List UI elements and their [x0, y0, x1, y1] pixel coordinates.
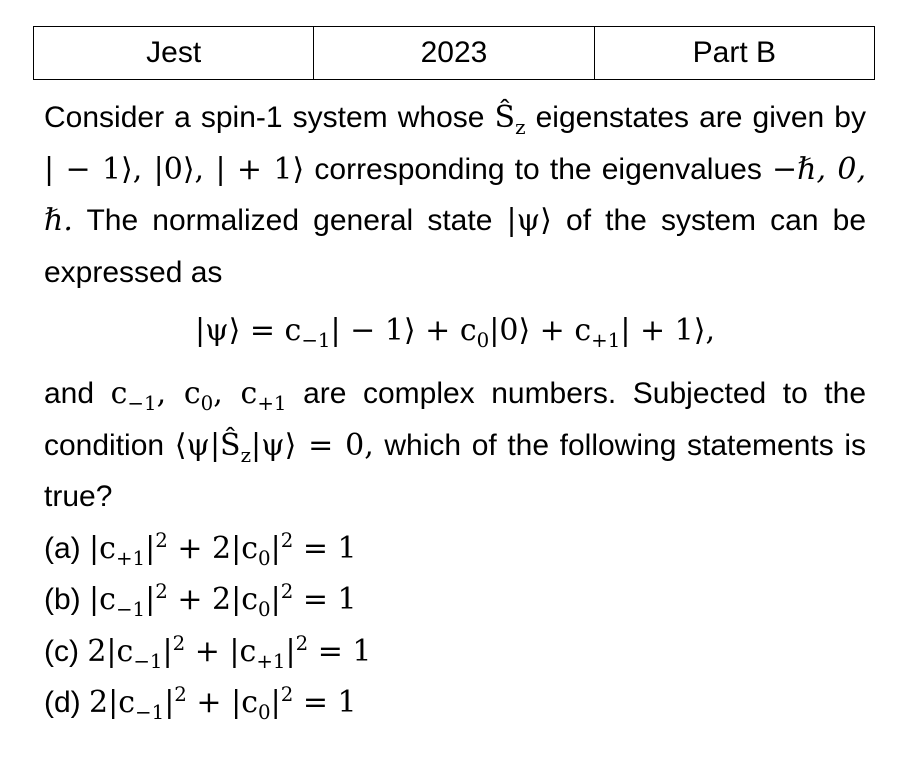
question-paragraph-1: [44, 92, 866, 298]
cond-subscript: z: [240, 443, 252, 467]
sz-symbol: Ŝ: [494, 100, 516, 135]
expr-part: |: [162, 633, 173, 669]
expr-sup: 2: [280, 528, 294, 552]
expr-sup: 2: [280, 580, 294, 603]
question-paragraph-2: [44, 368, 866, 523]
option-c[interactable]: [44, 626, 866, 678]
expr-sup: 2: [295, 631, 309, 655]
option-label: (b): [44, 583, 81, 616]
eq-subscript: −1: [301, 329, 331, 352]
question-text: which of the following statements is true?: [44, 428, 867, 513]
option-label: (d): [44, 686, 81, 719]
option-expression: [87, 631, 372, 673]
coefficients: [110, 376, 287, 415]
eq-subscript: 0: [476, 329, 490, 352]
coef: , c: [156, 376, 201, 411]
cond-part: ⟨ψ|Ŝ: [174, 427, 241, 463]
expr-part: |: [164, 685, 175, 720]
expr-part: |: [270, 530, 281, 566]
expr-part: |: [285, 633, 296, 669]
option-a[interactable]: [44, 523, 866, 575]
expr-sub: 0: [258, 598, 271, 621]
expr-part: + 2|c: [167, 582, 259, 617]
expr-part: |: [145, 582, 156, 617]
expr-sup: 2: [174, 683, 187, 706]
option-expression: [89, 528, 357, 570]
eq-subscript: +1: [591, 329, 621, 352]
expr-sub: −1: [135, 701, 165, 724]
question-text: are complex numbers. Subjected to the condition: [44, 377, 867, 462]
question-content: [44, 92, 866, 729]
header-table: [33, 26, 875, 80]
header-part: Part B: [594, 27, 874, 80]
option-label: (c): [44, 634, 79, 668]
expr-sup: 2: [155, 528, 168, 552]
expr-part: 2|c: [89, 685, 136, 720]
eq-part: | + 1⟩,: [620, 313, 715, 348]
expr-part: = 1: [293, 685, 357, 720]
condition: [174, 427, 374, 467]
coef-subscript: +1: [257, 392, 287, 415]
expr-sub: 0: [258, 701, 271, 724]
expr-part: = 1: [308, 633, 372, 669]
question-text: and: [44, 377, 95, 410]
expr-part: = 1: [293, 582, 357, 617]
expr-part: |c: [89, 530, 116, 566]
eigenvalues: −ℏ, 0, ℏ.: [44, 151, 866, 238]
expr-part: + 2|c: [167, 530, 259, 566]
expr-sub: −1: [115, 598, 146, 621]
psi-ket: |ψ⟩: [506, 203, 552, 238]
option-label: (a): [44, 531, 81, 565]
sz-subscript: z: [515, 116, 526, 139]
question-text: Consider a spin-1 system whose: [44, 101, 485, 134]
header-year: 2023: [314, 27, 594, 80]
sz-operator: [494, 100, 526, 139]
question-text: The normalized general state: [86, 204, 493, 237]
option-b[interactable]: [44, 574, 866, 626]
coef-subscript: −1: [127, 392, 157, 415]
expr-sup: 2: [280, 683, 294, 706]
coef: c: [110, 376, 128, 411]
eq-part: |0⟩ + c: [489, 313, 592, 348]
expr-part: = 1: [293, 530, 357, 566]
kets: | − 1⟩, |0⟩, | + 1⟩: [44, 151, 305, 187]
question-text: corresponding to the eigenvalues: [314, 152, 762, 186]
expr-part: + |c: [185, 633, 257, 669]
cond-part: |ψ⟩ = 0,: [251, 427, 374, 463]
expr-sub: 0: [258, 546, 271, 570]
expr-part: |c: [89, 582, 116, 617]
expr-part: 2|c: [87, 633, 134, 669]
eq-part: |ψ⟩ = c: [195, 313, 302, 348]
option-expression: [89, 580, 357, 621]
option-d[interactable]: [44, 677, 866, 729]
expr-part: + |c: [186, 685, 259, 720]
coef-subscript: 0: [200, 392, 214, 415]
header-exam: Jest: [34, 27, 314, 80]
eq-part: | − 1⟩ + c: [330, 313, 477, 348]
option-expression: [89, 683, 357, 724]
question-text: of the system can be expressed as: [44, 204, 867, 289]
question-text: eigenstates are given by: [535, 101, 866, 134]
state-equation: [44, 306, 866, 356]
expr-sub: +1: [256, 649, 286, 673]
expr-sub: +1: [115, 546, 146, 570]
expr-part: |: [145, 530, 156, 566]
options-list: [44, 523, 866, 729]
expr-sub: −1: [133, 649, 163, 673]
expr-part: |: [270, 685, 281, 720]
coef: , c: [213, 376, 258, 411]
expr-sup: 2: [155, 580, 168, 603]
expr-part: |: [270, 582, 281, 617]
expr-sup: 2: [172, 631, 186, 655]
